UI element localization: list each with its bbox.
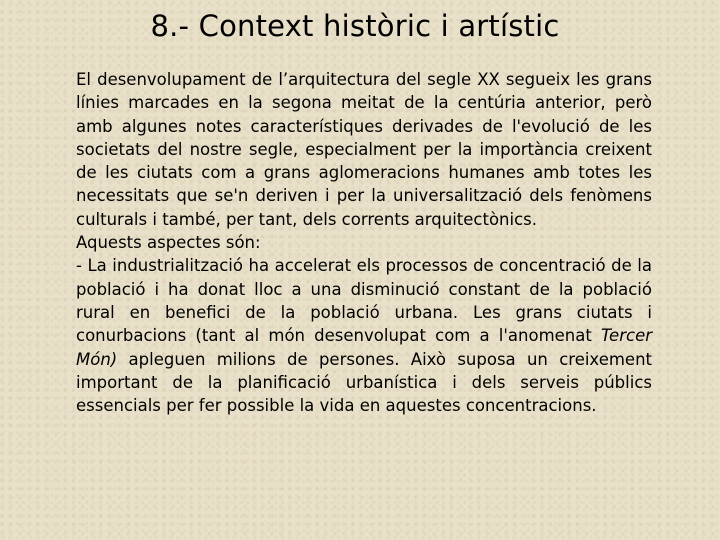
paragraph-industrialization xyxy=(76,254,652,417)
paragraph-industrialization-text-2: apleguen milions de persones. Això suposa un creixement important de la planificació urbanística i dels serveis públics essencials per fer possible la vida en aquestes concentracions. xyxy=(76,349,652,416)
slide-title: 8.- Context històric i artístic xyxy=(150,9,560,43)
paragraph-industrialization-italic: Tercer Món) xyxy=(76,326,652,369)
paragraph-intro: El desenvolupament de l’arquitectura del segle XX segueix les grans línies marcades en la segona meitat de la centúria anterior, però amb algunes notes característiques derivades de l'evolució de les societats del nostre segle, especialment per la importància creixent de les ciutats com a grans aglomeracions humanes amb totes les necessitats que se'n deriven i per la universalització dels fenòmens culturals i també, per tant, dels corrents arquitectònics. xyxy=(76,70,652,229)
paragraph-aspects-heading: Aquests aspectes són: xyxy=(76,233,261,253)
slide-body xyxy=(76,68,652,417)
paragraph-industrialization-text-1: - La industrialització ha accelerat els processos de concentració de la població i ha donat lloc a una disminució constant de la població rural en benefici de la població urbana. Les grans ciutats i conurbacions (tant al món desenvolupat com a l'anomenat xyxy=(76,256,652,346)
